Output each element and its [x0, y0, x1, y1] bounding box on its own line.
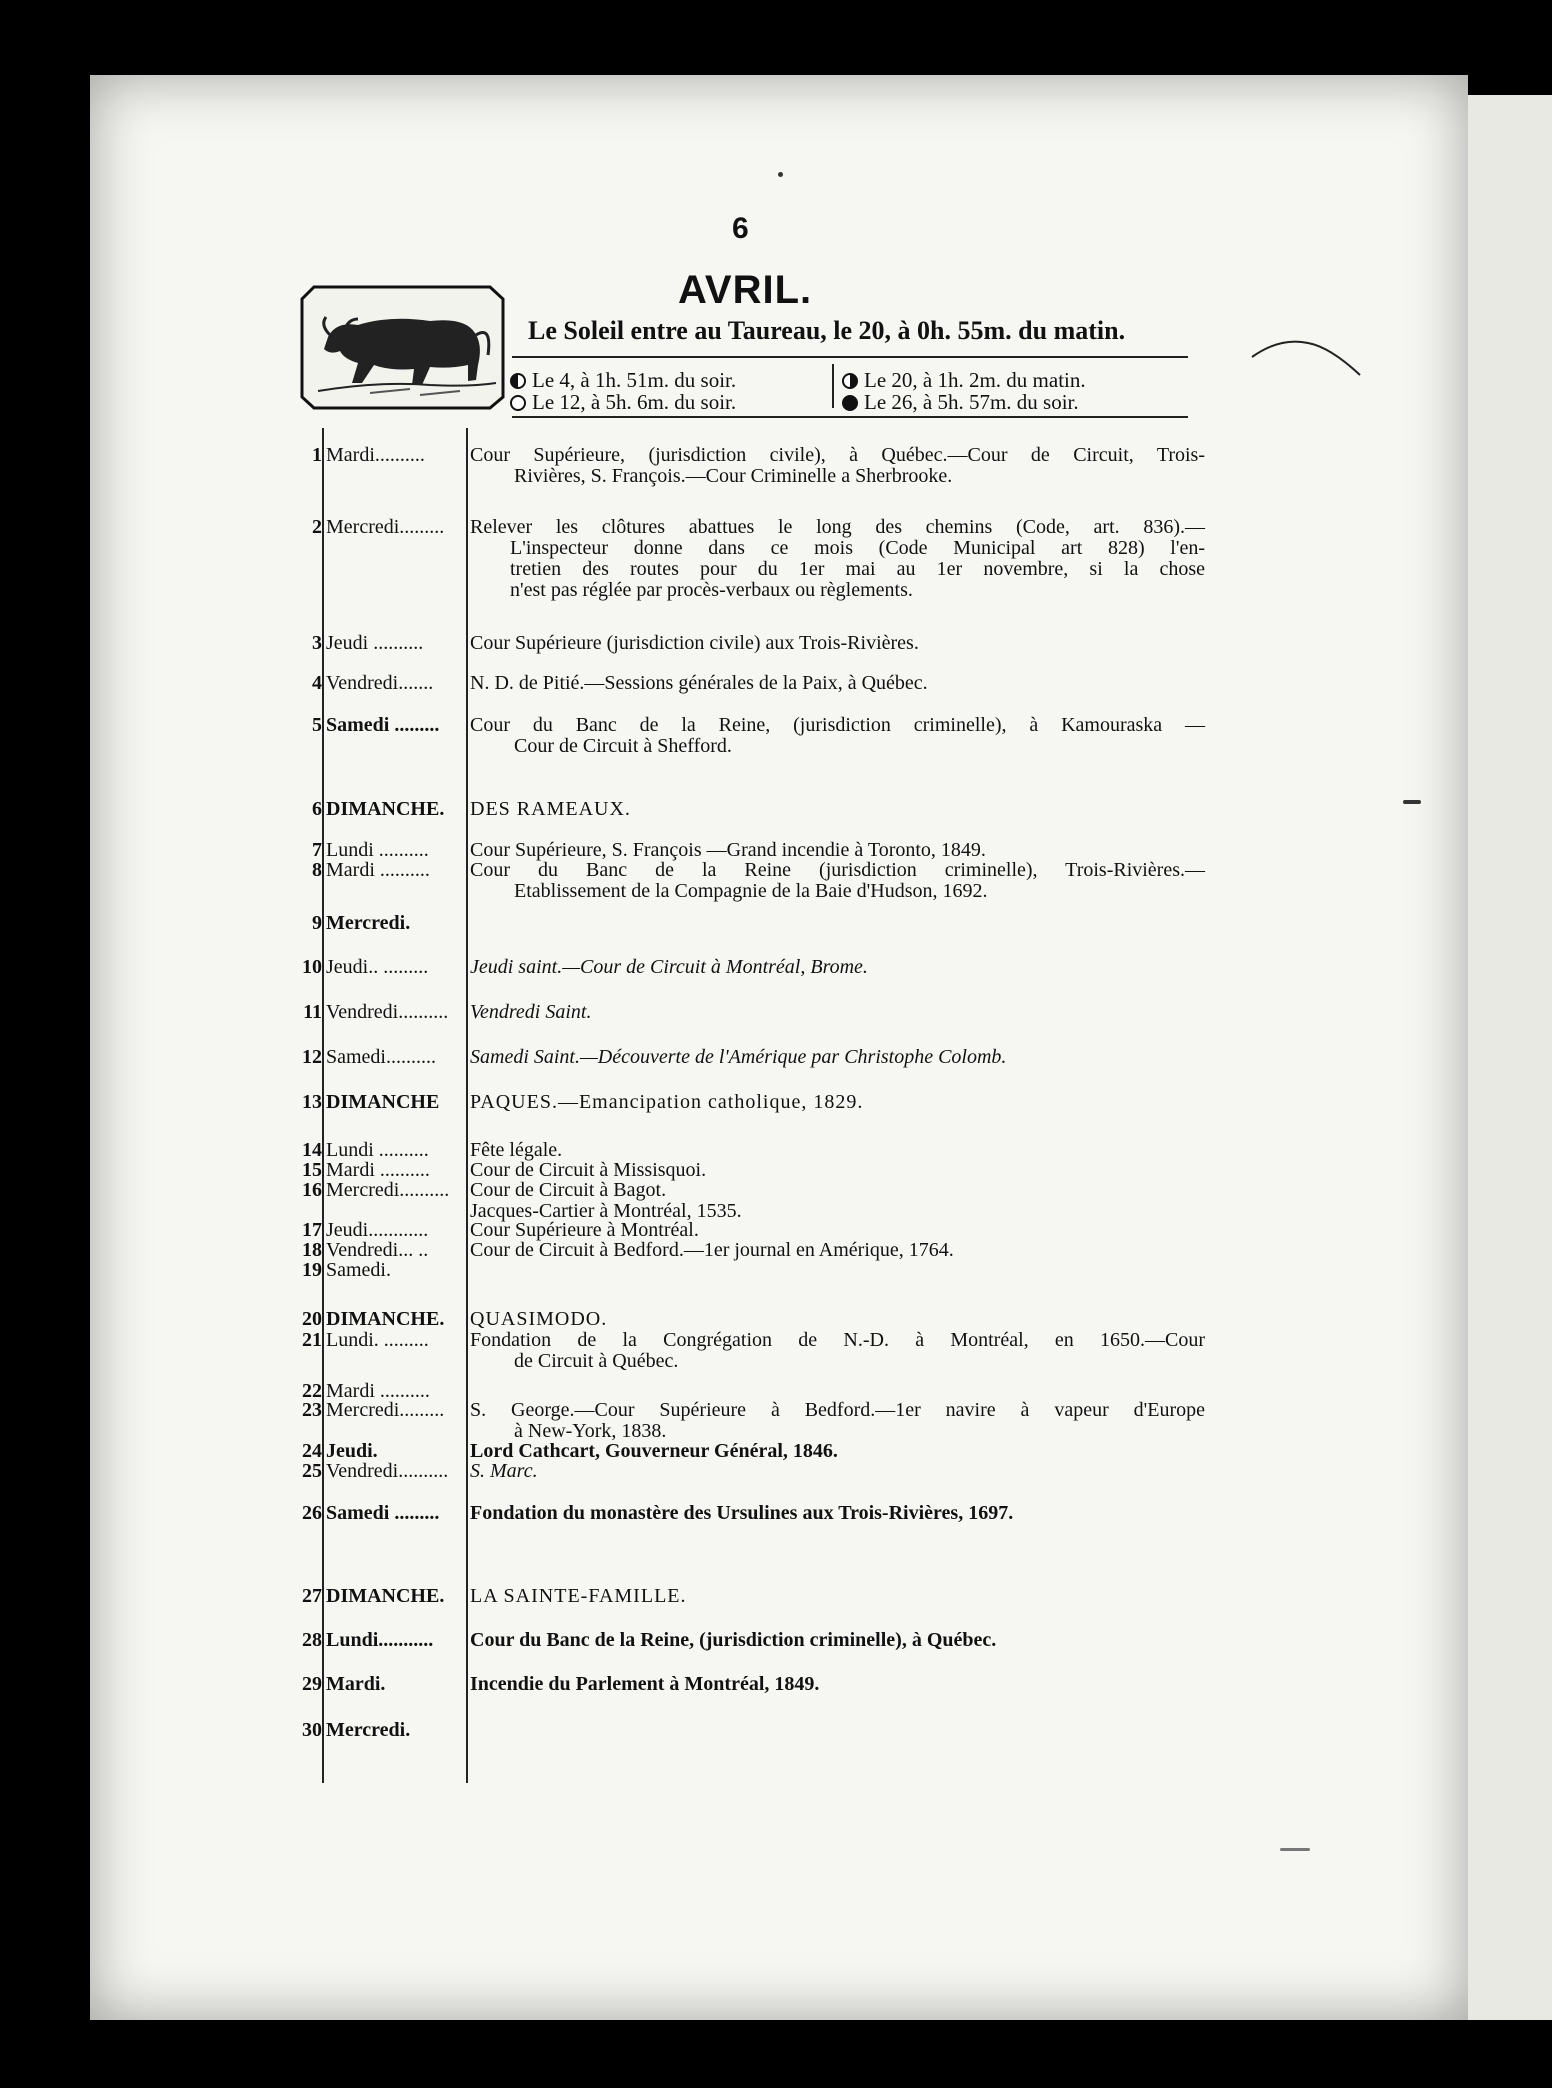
event-line: QUASIMODO.: [470, 1308, 608, 1330]
event-line: Vendredi Saint.: [470, 1001, 592, 1023]
event-line: Fondation du monastère des Ursulines aux Trois-Rivières, 1697.: [470, 1502, 1014, 1524]
weekday-name: Jeudi ..........: [326, 633, 424, 654]
moon-phase-text: Le 26, à 5h. 57m. du soir.: [864, 390, 1079, 414]
new-moon-icon: [842, 395, 858, 411]
event-line: Cour Supérieure (jurisdiction civile) aux Trois-Rivières.: [470, 632, 919, 654]
margin-pencil-mark: [1250, 335, 1370, 385]
day-number: 8: [312, 859, 322, 881]
day-events: [470, 445, 1205, 487]
weekday-name: Mardi ..........: [326, 1160, 430, 1181]
day-number: 21: [302, 1329, 322, 1351]
event-line: PAQUES.—Emancipation catholique, 1829.: [470, 1091, 864, 1113]
weekday-name: Lundi. .........: [326, 1330, 429, 1351]
weekday-name: Lundi ..........: [326, 1140, 429, 1161]
event-line: Lord Cathcart, Gouverneur Général, 1846.: [470, 1440, 838, 1462]
weekday-name: Mercredi.: [326, 913, 411, 934]
day-number: 17: [302, 1219, 322, 1241]
event-line: N. D. de Pitié.—Sessions générales de la Paix, à Québec.: [470, 672, 928, 694]
day-number: 22: [302, 1380, 322, 1402]
event-line: Fondation de la Congrégation de N.-D. à Montréal, en 1650.—Cour: [470, 1329, 1205, 1351]
day-events: [470, 1461, 1205, 1482]
weekday-name: Mercredi.........: [326, 1400, 445, 1421]
day-events: [470, 1674, 1205, 1695]
day-events: [470, 715, 1205, 757]
event-line: LA SAINTE-FAMILLE.: [470, 1585, 687, 1607]
moon-phases: [510, 364, 1190, 414]
moon-phase-row: [510, 390, 736, 415]
day-number: 25: [302, 1460, 322, 1482]
event-line: n'est pas réglée par procès-verbaux ou règlements.: [510, 579, 913, 601]
day-number: 20: [302, 1308, 322, 1330]
weekday-name: DIMANCHE.: [326, 1586, 445, 1607]
event-line: de Circuit à Québec.: [514, 1350, 679, 1372]
moon-phase-text: Le 20, à 1h. 2m. du matin.: [864, 368, 1086, 392]
day-events: [470, 860, 1205, 902]
day-events: [470, 1630, 1205, 1651]
day-number: 10: [302, 956, 322, 978]
day-events: [470, 1160, 1205, 1181]
day-events: [470, 633, 1205, 654]
weekday-name: Samedi..........: [326, 1047, 436, 1068]
day-number: 24: [302, 1440, 322, 1462]
day-events: [470, 1180, 1205, 1222]
day-events: [470, 1441, 1205, 1462]
day-number: 18: [302, 1239, 322, 1261]
day-number: 27: [302, 1585, 322, 1607]
weekday-name: DIMANCHE.: [326, 799, 445, 820]
day-events: [470, 1330, 1205, 1372]
taurus-bull-illustration: [300, 285, 505, 410]
day-number: 6: [312, 798, 322, 820]
day-events: [470, 957, 1205, 978]
day-number: 1: [312, 444, 322, 466]
moon-phase-text: Le 12, à 5h. 6m. du soir.: [532, 390, 737, 414]
event-line: Relever les clôtures abattues le long des chemins (Code, art. 836).—: [470, 516, 1205, 538]
day-number: 29: [302, 1673, 322, 1695]
event-line: S. Marc.: [470, 1460, 538, 1482]
day-events: [470, 1140, 1205, 1161]
page-number: 6: [732, 212, 749, 245]
weekday-name: Mercredi..........: [326, 1180, 450, 1201]
weekday-name: Vendredi.......: [326, 673, 434, 694]
day-events: [470, 1586, 1205, 1607]
day-number: 11: [303, 1001, 322, 1023]
event-line: Cour du Banc de la Reine (jurisdiction criminelle), Trois-Rivières.—: [470, 859, 1205, 881]
event-line: DES RAMEAUX.: [470, 798, 631, 820]
day-events: [470, 1047, 1205, 1068]
event-line: L'inspecteur donne dans ce mois (Code Municipal art 828) l'en-: [510, 537, 1205, 559]
weekday-name: Mardi.: [326, 1674, 386, 1695]
paper-speck: [1403, 800, 1421, 804]
event-line: Cour de Circuit à Shefford.: [514, 735, 732, 757]
weekday-name: Mercredi.: [326, 1720, 411, 1741]
weekday-name: Mercredi.........: [326, 517, 445, 538]
paper-speck: [1280, 1848, 1310, 1851]
event-line: Incendie du Parlement à Montréal, 1849.: [470, 1673, 820, 1695]
event-line: Fête légale.: [470, 1139, 563, 1161]
weekday-name: DIMANCHE.: [326, 1309, 445, 1330]
event-line: Cour Supérieure à Montréal.: [470, 1219, 699, 1241]
day-number: 7: [312, 839, 322, 861]
day-number: 2: [312, 516, 322, 538]
weekday-name: Samedi .........: [326, 715, 440, 736]
event-line: Rivières, S. François.—Cour Criminelle a Sherbrooke.: [514, 465, 953, 487]
event-line: Samedi Saint.—Découverte de l'Amérique par Christophe Colomb.: [470, 1046, 1007, 1068]
day-events: [470, 1220, 1205, 1241]
event-line: tretien des routes pour du 1er mai au 1er novembre, si la chose: [510, 558, 1205, 580]
day-number: 16: [302, 1179, 322, 1201]
event-line: Cour de Circuit à Missisquoi.: [470, 1159, 707, 1181]
event-line: Cour de Circuit à Bedford.—1er journal en Amérique, 1764.: [470, 1239, 954, 1261]
day-events: [470, 1400, 1205, 1442]
weekday-name: Vendredi... ..: [326, 1240, 429, 1261]
day-events: [470, 1503, 1205, 1524]
day-number: 12: [302, 1046, 322, 1068]
sun-entry-text: Le Soleil entre au Taureau, le 20, à 0h. 55m. du matin.: [528, 316, 1126, 345]
weekday-name: Jeudi.. .........: [326, 957, 429, 978]
day-events: [470, 1092, 1205, 1113]
weekday-name: Vendredi..........: [326, 1002, 449, 1023]
day-events: [470, 799, 1205, 820]
day-events: [470, 840, 1205, 861]
weekday-name: Lundi...........: [326, 1630, 434, 1651]
event-line: Cour du Banc de la Reine, (jurisdiction criminelle), à Kamouraska —: [470, 714, 1205, 736]
day-events: [470, 517, 1205, 601]
weekday-name: Mardi..........: [326, 445, 425, 466]
moon-phase-text: Le 4, à 1h. 51m. du soir.: [532, 368, 737, 392]
adjacent-page-edge: [1468, 95, 1552, 2020]
header-rule-bottom: [512, 416, 1188, 418]
day-number: 19: [302, 1259, 322, 1281]
weekday-name: Lundi ..........: [326, 840, 429, 861]
moon-phase-divider: [832, 364, 834, 408]
weekday-name: Vendredi..........: [326, 1461, 449, 1482]
day-number: 14: [302, 1139, 322, 1161]
day-number: 5: [312, 714, 322, 736]
weekday-name: Jeudi............: [326, 1220, 429, 1241]
day-number: 9: [312, 912, 322, 934]
day-number: 26: [302, 1502, 322, 1524]
day-events: [470, 1309, 1205, 1330]
day-number: 13: [302, 1091, 322, 1113]
day-number: 3: [312, 632, 322, 654]
weekday-name: Samedi.: [326, 1260, 391, 1281]
day-number: 4: [312, 672, 322, 694]
event-line: Cour Supérieure, S. François —Grand incendie à Toronto, 1849.: [470, 839, 986, 861]
full-moon-icon: [510, 395, 526, 411]
day-number: 23: [302, 1399, 322, 1421]
weekday-name: Jeudi.: [326, 1441, 378, 1462]
paper-speck: [778, 172, 783, 177]
weekday-name: DIMANCHE: [326, 1092, 440, 1113]
event-line: Jeudi saint.—Cour de Circuit à Montréal, Brome.: [470, 956, 868, 978]
day-events: [470, 1002, 1205, 1023]
event-line: à New-York, 1838.: [514, 1420, 667, 1442]
day-number-column-rule: [322, 428, 324, 1783]
weekday-name: Samedi .........: [326, 1503, 440, 1524]
day-events: [470, 1240, 1205, 1261]
month-title: AVRIL.: [678, 268, 813, 312]
day-number: 15: [302, 1159, 322, 1181]
moon-phase-row: [842, 390, 1079, 415]
day-number: 28: [302, 1629, 322, 1651]
event-line: Etablissement de la Compagnie de la Baie d'Hudson, 1692.: [514, 880, 988, 902]
weekday-name: Mardi ..........: [326, 1381, 430, 1402]
event-line: Cour Supérieure, (jurisdiction civile), à Québec.—Cour de Circuit, Trois-: [470, 444, 1205, 466]
day-events: [470, 673, 1205, 694]
header-rule-top: [512, 356, 1188, 358]
event-line: Cour de Circuit à Bagot.: [470, 1179, 667, 1201]
day-number: 30: [302, 1719, 322, 1741]
event-line: S. George.—Cour Supérieure à Bedford.—1er navire à vapeur d'Europe: [470, 1399, 1205, 1421]
event-line: Cour du Banc de la Reine, (jurisdiction criminelle), à Québec.: [470, 1629, 997, 1651]
event-line: Jacques-Cartier à Montréal, 1535.: [470, 1200, 742, 1222]
last-quarter-icon: [842, 373, 858, 389]
first-quarter-icon: [510, 373, 526, 389]
weekday-name: Mardi ..........: [326, 860, 430, 881]
